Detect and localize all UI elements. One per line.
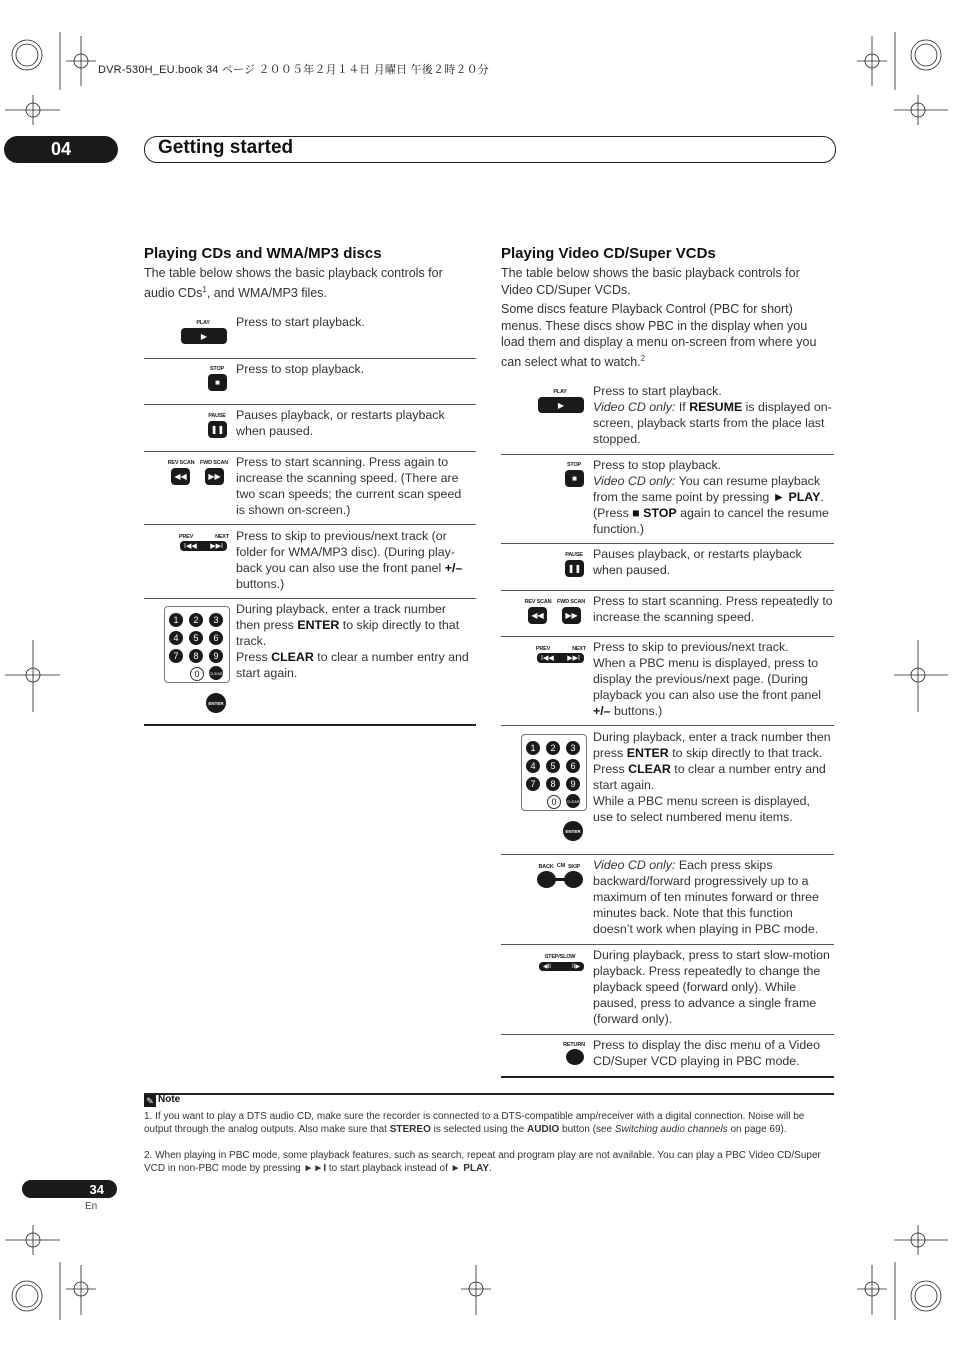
key-2: 2	[189, 613, 203, 627]
chapter-title: Getting started	[158, 137, 294, 158]
key-7: 7	[169, 649, 183, 663]
step-slow-label: STEP/SLOW	[544, 954, 576, 960]
stop-button-icon: ■	[208, 374, 227, 391]
cm-bar	[552, 878, 568, 881]
return-icon	[566, 1049, 584, 1065]
r-prev-next-icon: I◀◀ ▶▶I	[537, 653, 584, 663]
right-return-desc: Press to display the disc menu of a Video CD/Super VCD playing in PBC mode.	[593, 1038, 821, 1068]
key-9: 9	[209, 649, 223, 663]
r-next-label: NEXT	[572, 646, 586, 652]
r-pause-button-icon: ❚❚	[565, 560, 584, 577]
right-section-title: Playing Video CD/Super VCDs	[501, 245, 716, 262]
key-3: 3	[209, 613, 223, 627]
note-title: Note	[158, 1094, 181, 1105]
step-slow-icon: ◀II II▶	[539, 962, 584, 971]
right-intro-1: The table below shows the basic playback controls for Video CD/Super VCDs.	[501, 266, 800, 297]
right-pause-desc: Pauses playback, or restarts playback when paused.	[593, 547, 802, 577]
r-fwd-scan-label: FWD SCAN	[556, 599, 586, 605]
r-key-2: 2	[546, 741, 560, 755]
key-5: 5	[189, 631, 203, 645]
right-stop-desc: Press to stop playback. Video CD only: You can resume playback from the same point by pressing ► PLAY. (Press ■ STOP again to cancel the resume function.)	[593, 458, 829, 536]
chapter-number: 04	[4, 136, 118, 163]
prev-label: PREV	[178, 534, 194, 540]
right-number-keypad	[521, 734, 587, 811]
r-play-button-label: PLAY	[553, 389, 567, 395]
right-skip-desc: Press to skip to previous/next track. When a PBC menu is displayed, press to display the previous/next page. (During playback you can also use the front panel +/– buttons.)	[593, 640, 821, 718]
r-key-5: 5	[546, 759, 560, 773]
note-icon: ✎	[144, 1095, 156, 1107]
r-key-4: 4	[526, 759, 540, 773]
left-pause-desc: Pauses playback, or restarts playback when paused.	[236, 408, 445, 438]
page-number: 34	[22, 1180, 117, 1198]
play-button-label: PLAY	[196, 320, 210, 326]
cm-label: CM	[556, 863, 566, 869]
left-intro: The table below shows the basic playback controls for audio CDs$^1$, and WMA/MP3 files.	[144, 266, 443, 300]
note-1: 1. If you want to play a DTS audio CD, make sure the recorder is connected to a DTS-compatible amp/receiver with a digital connection. Noise will be output through the analog outputs. Also make sure that STEREO is selected using the AUDIO button (see Switching audio channels on page 69).	[144, 1111, 805, 1135]
left-scan-desc: Press to start scanning. Press again to increase the scanning speed. (There are two scan speeds; the current scan speed is shown on-screen.)	[236, 455, 462, 517]
next-label: NEXT	[215, 534, 229, 540]
note-rule	[144, 1093, 834, 1095]
r-pause-button-label: PAUSE	[565, 552, 583, 558]
key-6: 6	[209, 631, 223, 645]
stop-button-label: STOP	[209, 366, 225, 372]
left-skip-desc: Press to skip to previous/next track (or folder for WMA/MP3 disc). (During play-back you can also use the front panel +/– buttons.)	[236, 529, 463, 591]
right-cm-desc: Video CD only: Each press skips backward/forward progressively up to a maximum of ten minutes forward or three minutes back. Note that this function doesn’t work when playing in PBC mode.	[593, 858, 819, 936]
r-rev-scan-label: REV SCAN	[524, 599, 552, 605]
left-keypad-desc: During playback, enter a track number then press ENTER to skip directly to that track. Press CLEAR to clear a number entry and start again.	[236, 602, 469, 680]
key-8: 8	[189, 649, 203, 663]
r-rev-scan-icon: ◀◀	[528, 607, 547, 624]
r-key-6: 6	[566, 759, 580, 773]
r-key-3: 3	[566, 741, 580, 755]
right-step-desc: During playback, press to start slow-motion playback. Press repeatedly to change the playback speed (forward only). While paused, press to advance a single frame (forward only).	[593, 948, 830, 1026]
r-clear-key: CLEAR	[566, 794, 580, 808]
play-button-icon: ▶	[181, 328, 227, 344]
right-scan-desc: Press to start scanning. Press repeatedly to increase the scanning speed.	[593, 594, 833, 624]
pause-button-icon: ❚❚	[208, 421, 227, 438]
fwd-scan-label: FWD SCAN	[199, 460, 229, 466]
r-key-9: 9	[566, 777, 580, 791]
r-enter-button-icon: ENTER	[563, 821, 583, 841]
left-number-keypad	[164, 606, 230, 683]
r-key-7: 7	[526, 777, 540, 791]
right-play-desc: Press to start playback. Video CD only: If RESUME is displayed on-screen, playback starts from the place last stopped.	[593, 384, 832, 446]
right-keypad-desc: During playback, enter a track number then press ENTER to skip directly to that track. Press CLEAR to clear a number entry and start again. While a PBC menu screen is displayed, use to select numbered menu items.	[593, 730, 831, 824]
return-label: RETURN	[563, 1042, 585, 1048]
r-key-1: 1	[526, 741, 540, 755]
skip-label: SKIP	[567, 864, 581, 870]
prev-next-icon: I◀◀ ▶▶I	[180, 541, 227, 551]
rev-scan-icon: ◀◀	[171, 468, 190, 485]
clear-key: CLEAR	[209, 666, 223, 680]
key-0: 0	[190, 667, 204, 681]
rev-scan-label: REV SCAN	[167, 460, 195, 466]
fwd-scan-icon: ▶▶	[205, 468, 224, 485]
note-2: 2. When playing in PBC mode, some playback features, such as search, repeat and program play are not available. You can play a PBC Video CD/Super VCD in non-PBC mode by pressing ►►I to start playback instead of ► PLAY.	[144, 1150, 821, 1174]
pause-button-label: PAUSE	[208, 413, 226, 419]
back-label: BACK	[538, 864, 554, 870]
left-stop-desc: Press to stop playback.	[236, 362, 365, 376]
r-key-0: 0	[547, 795, 561, 809]
r-stop-button-icon: ■	[565, 470, 584, 487]
file-info: DVR-530H_EU.book 34 ページ ２００５年２月１４日 月曜日 午後２時２０分	[98, 64, 489, 76]
r-key-8: 8	[546, 777, 560, 791]
key-1: 1	[169, 613, 183, 627]
r-fwd-scan-icon: ▶▶	[562, 607, 581, 624]
left-play-desc: Press to start playback.	[236, 315, 365, 329]
key-4: 4	[169, 631, 183, 645]
right-intro-2: Some discs feature Playback Control (PBC for short) menus. These discs show PBC in the display when you load them and display a menu on-screen from where you can select what to watch.$^2$	[501, 302, 817, 369]
r-prev-label: PREV	[535, 646, 551, 652]
left-section-title: Playing CDs and WMA/MP3 discs	[144, 245, 382, 262]
r-stop-button-label: STOP	[566, 462, 582, 468]
language-code: En	[85, 1201, 98, 1212]
r-play-button-icon: ▶	[538, 397, 584, 413]
enter-button-icon: ENTER	[206, 693, 226, 713]
